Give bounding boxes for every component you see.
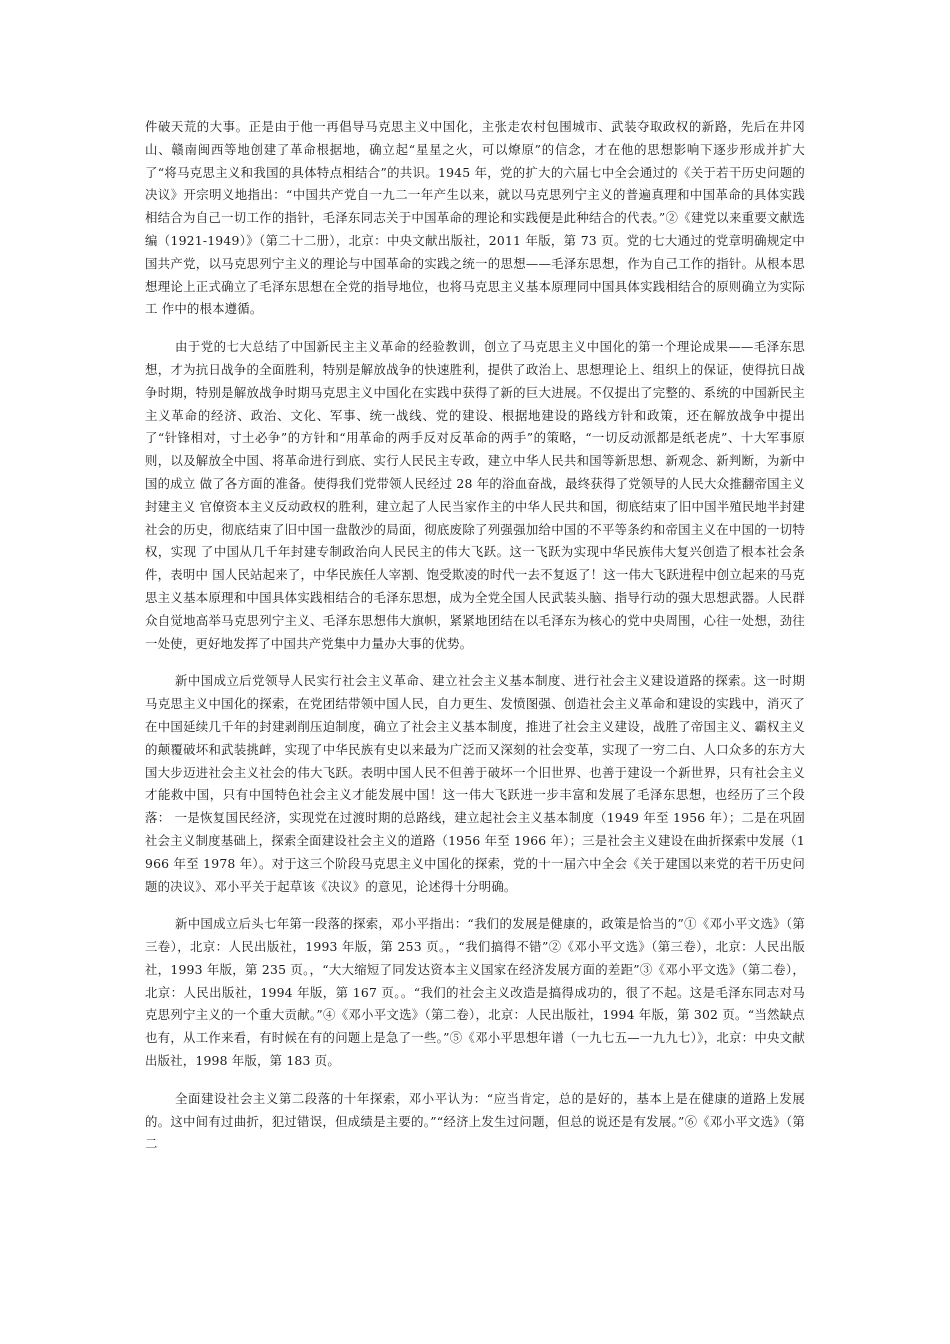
paragraph-3: 新中国成立后党领导人民实行社会主义革命、建立社会主义基本制度、进行社会主义建设道路的探索。这一时期 马克思主义中国化的探索，在党团结带领中国人民，自力更生、发愤图强、创造社会主义革命和建设的实践中，消灭了在中国延续几千年的封建剥削压迫制度，确立了社会主义基本制度，推进了社会主义建设，战胜了帝国主义、霸权主义的颠覆破坏和武装挑衅，实现了中华民族有史以来最为广泛而又深刻的社会变革，实现了一穷二白、人口众多的东方大国大步迈进社会主义社会的伟大飞跃。表明中国人民不但善于破坏一个旧世界、也善于建设一个新世界，只有社会主义才能救中国，只有中国特色社会主义才能发展中国！这一伟大飞跃进一步丰富和发展了毛泽东思想，也经历了三个段落： 一是恢复国民经济，实现党在过渡时期的总路线，建立起社会主义基本制度（1949 年至 1956 年）；二是在巩固社会主义制度基础上，探索全面建设社会主义的道路（1956 年至 1966 年）；三是社会主义建设在曲折探索中发展（1966 年至 1978 年）。对于这三个阶段马克思主义中国化的探索，党的十一届六中全会《关于建国以来党的若干历史问题的决议》、邓小平关于起草该《决议》的意见，论述得十分明确。: [145, 673, 805, 894]
paragraph-4: 新中国成立后头七年第一段落的探索，邓小平指出：“我们的发展是健康的，政策是恰当的”①《邓小平文选》（第三卷），北京：人民出版社，1993 年版，第 253 页。，“我们搞得不错”②《邓小平文选》（第三卷），北京：人民出版社，1993 年版，第 235 页。，“大大缩短了同发达资本主义国家在经济发展方面的差距”③《邓小平文选》（第二卷）， 北京：人民出版社，1994 年版，第 167 页。。“我们的社会主义改造是搞得成功的，很了不起。这是毛泽东同志对马 克思列宁主义的一个重大贡献。”④《邓小平文选》（第二卷），北京：人民出版社，1994 年版，第 302 页。“当然缺点也有，从工作来看，有时候在有的问题上是急了一些。”⑤《邓小平思想年谱（一九七五—一九九七）》，北京：中央文献出版社，1998 年版，第 183 页。: [145, 916, 805, 1069]
paragraph-2: 由于党的七大总结了中国新民主主义革命的经验教训，创立了马克思主义中国化的第一个理论成果——毛泽东思想，才为抗日战争的全面胜利，特别是解放战争的快速胜利，提供了政治上、思想理论上、组织上的保证，使得抗日战 争时期，特别是解放战争时期马克思主义中国化在实践中获得了新的巨大进展。不仅提出了完整的、系统的中国新民主主义革命的经济、政治、文化、军事、统一战线、党的建设、根据地建设的路线方针和政策，还在解放战争中提出了“针锋相对，寸土必争”的方针和“用革命的两手反对反革命的两手”的策略，“一切反动派都是纸老虎”、十大军事原则，以及解放全中国、将革命进行到底、实行人民民主专政，建立中华人民共和国等新思想、新观念、新判断，为新中国的成立 做了各方面的准备。使得我们党带领人民经过 28 年的浴血奋战，最终获得了党领导的人民大众推翻帝国主义封建主义 官僚资本主义反动政权的胜利，建立起了人民当家作主的中华人民共和国，彻底结束了旧中国半殖民地半封建社会的历史，彻底结束了旧中国一盘散沙的局面，彻底废除了列强强加给中国的不平等条约和帝国主义在中国的一切特权，实现 了中国从几千年封建专制政治向人民民主的伟大飞跃。这一飞跃为实现中华民族伟大复兴创造了根本社会条件，表明中 国人民站起来了，中华民族任人宰割、饱受欺凌的时代一去不复返了！这一伟大飞跃进程中创立起来的马克思主义基本原理和中国具体实践相结合的毛泽东思想，成为全党全国人民武装头脑、指导行动的强大思想武器。人民群众自觉地高举马克思列宁主义、毛泽东思想伟大旗帜，紧紧地团结在以毛泽东为核心的党中央周围，心往一处想，劲往一处使，更好地发挥了中国共产党集中力量办大事的优势。: [145, 339, 805, 651]
paragraph-1: 件破天荒的大事。正是由于他一再倡导马克思主义中国化，主张走农村包围城市、武装夺取政权的新路，先后在井冈山、赣南闽西等地创建了革命根据地，确立起“星星之火，可以燎原”的信念，才在他的思想影响下逐步形成并扩大了“将马克思主义和我国的具体特点相结合”的共识。1945 年，党的扩大的六届七中全会通过的《关于若干历史问题的决议》开宗明义地指出：“中国共产党自一九二一年产生以来，就以马克思列宁主义的普遍真理和中国革命的具体实践相结合为自己一切工作的指针，毛泽东同志关于中国革命的理论和实践便是此种结合的代表。”②《建党以来重要文献选编（1921-1949）》（第二十二册），北京：中央文献出版社，2011 年版，第 73 页。党的七大通过的党章明确规定中国共产党，以马克思列宁主义的理论与中国革命的实践之统一的思想——毛泽东思想，作为自己工作的指针。从根本思想理论上正式确立了毛泽东思想在全党的指导地位，也将马克思主义基本原理同中国具体实践相结合的原则确立为实际工 作中的根本遵循。: [145, 119, 805, 317]
paragraph-5: 全面建设社会主义第二段落的十年探索，邓小平认为：“应当肯定，总的是好的，基本上是在健康的道路上发展的。这中间有过曲折，犯过错误，但成绩是主要的。”“经济上发生过问题，但总的说还是有发展。”⑥《邓小平文选》（第二: [145, 1090, 805, 1152]
